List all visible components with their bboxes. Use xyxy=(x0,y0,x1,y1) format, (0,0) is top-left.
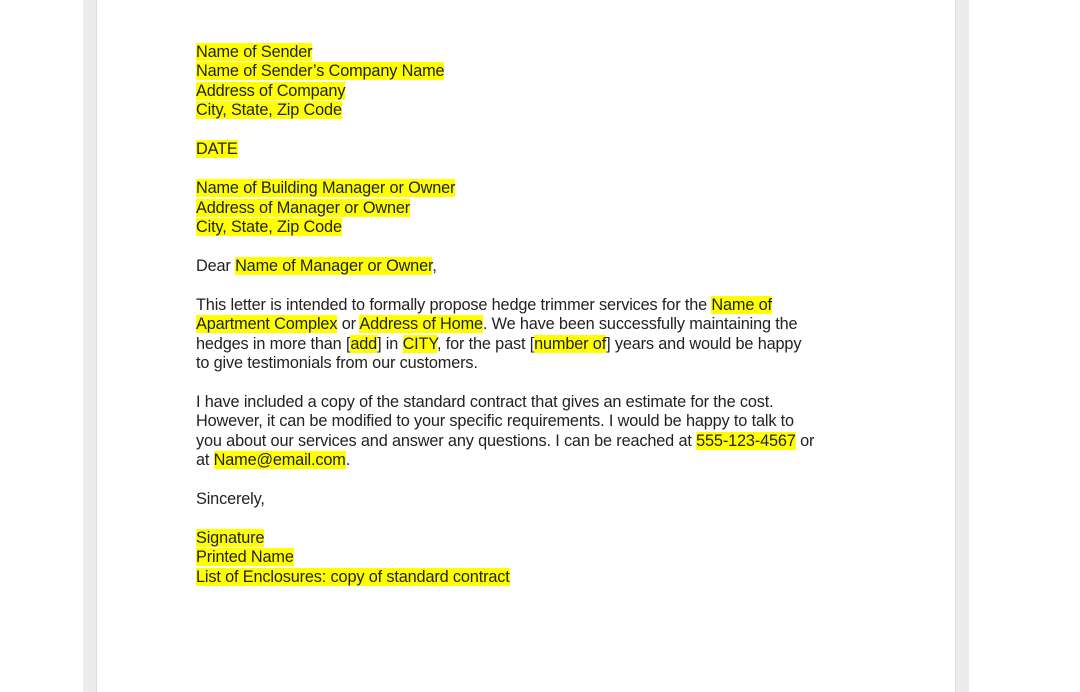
text-line xyxy=(196,315,814,334)
letter-body[interactable] xyxy=(196,43,814,587)
placeholder-highlight: Signature xyxy=(196,528,265,547)
placeholder-highlight: Printed Name xyxy=(196,548,294,567)
text-run: Sincerely, xyxy=(196,490,265,509)
text-line xyxy=(196,257,814,276)
placeholder-highlight: List of Enclosures: copy of standard contract xyxy=(196,567,510,586)
text-line xyxy=(196,140,814,159)
text-run: at xyxy=(196,451,214,470)
text-line xyxy=(196,354,814,373)
blank-line xyxy=(196,471,814,490)
text-line xyxy=(196,548,814,567)
text-run: ] years and would be happy xyxy=(606,334,802,353)
text-line xyxy=(196,335,814,354)
placeholder-highlight: Name@email.com xyxy=(213,451,346,470)
placeholder-highlight: Address of Company xyxy=(196,81,346,100)
text-line xyxy=(196,101,814,120)
placeholder-highlight: add xyxy=(350,334,378,353)
text-line xyxy=(196,179,814,198)
text-run: hedges in more than [ xyxy=(196,334,351,353)
blank-line xyxy=(196,237,814,256)
text-line xyxy=(196,393,814,412)
placeholder-highlight: Name of Sender xyxy=(196,43,313,61)
text-line xyxy=(196,529,814,548)
text-line xyxy=(196,432,814,451)
blank-line xyxy=(196,160,814,179)
text-run: you about our services and answer any questions. I can be reached at xyxy=(196,431,697,450)
placeholder-highlight: DATE xyxy=(196,140,238,159)
text-run: or xyxy=(795,431,815,450)
text-line xyxy=(196,412,814,431)
text-run: or xyxy=(337,315,360,334)
text-run: ] in xyxy=(377,334,403,353)
text-run: I have included a copy of the standard contract that gives an estimate for the cost. xyxy=(196,392,774,411)
text-run: However, it can be modified to your specific requirements. I would be happy to talk to xyxy=(196,412,794,431)
placeholder-highlight: CITY xyxy=(402,334,437,353)
blank-line xyxy=(196,510,814,529)
text-line xyxy=(196,82,814,101)
placeholder-highlight: Name of xyxy=(711,295,772,314)
text-line xyxy=(196,296,814,315)
blank-line xyxy=(196,373,814,392)
page-margin-right xyxy=(955,0,969,692)
text-run: to give testimonials from our customers. xyxy=(196,354,478,372)
text-line xyxy=(196,43,814,62)
placeholder-highlight: City, State, Zip Code xyxy=(196,217,342,236)
text-line xyxy=(196,199,814,218)
text-line xyxy=(196,218,814,237)
text-run: This letter is intended to formally propose hedge trimmer services for the xyxy=(196,295,712,314)
placeholder-highlight: Apartment Complex xyxy=(196,315,338,334)
placeholder-highlight: Address of Manager or Owner xyxy=(196,198,411,217)
placeholder-highlight: 555-123-4567 xyxy=(696,431,796,450)
text-run: Dear xyxy=(196,256,236,275)
text-run: , for the past [ xyxy=(436,334,535,353)
placeholder-highlight: number of xyxy=(534,334,607,353)
placeholder-highlight: Address of Home xyxy=(359,315,483,334)
text-line xyxy=(196,568,814,587)
text-run: , xyxy=(432,256,437,275)
text-run: . We have been successfully maintaining the xyxy=(482,315,798,334)
page-margin-left xyxy=(83,0,97,692)
text-run: . xyxy=(345,451,351,470)
placeholder-highlight: City, State, Zip Code xyxy=(196,101,342,120)
placeholder-highlight: Name of Sender’s Company Name xyxy=(196,62,445,81)
blank-line xyxy=(196,276,814,295)
text-line xyxy=(196,451,814,470)
text-line xyxy=(196,62,814,81)
blank-line xyxy=(196,121,814,140)
text-line xyxy=(196,490,814,509)
placeholder-highlight: Name of Building Manager or Owner xyxy=(196,179,456,198)
placeholder-highlight: Name of Manager or Owner xyxy=(235,256,433,275)
